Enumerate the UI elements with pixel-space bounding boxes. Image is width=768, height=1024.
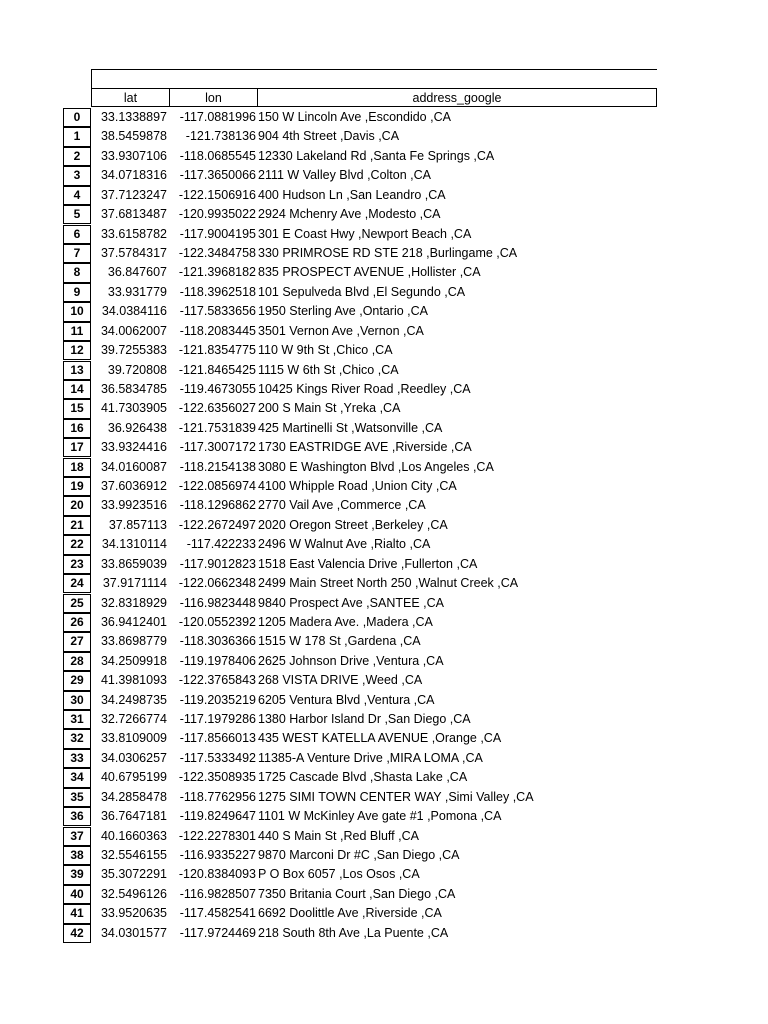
row-index: 37 bbox=[63, 827, 91, 846]
row-index: 9 bbox=[63, 283, 91, 302]
row-index: 33 bbox=[63, 749, 91, 768]
row-index: 32 bbox=[63, 729, 91, 748]
cell-lon: -116.9823448 bbox=[179, 595, 256, 610]
cell-lat: 37.7123247 bbox=[100, 187, 167, 202]
row-index: 26 bbox=[63, 613, 91, 632]
header-address-google: address_google bbox=[257, 88, 657, 107]
cell-lat: 38.5459878 bbox=[100, 129, 167, 144]
row-index: 7 bbox=[63, 244, 91, 263]
row-index: 41 bbox=[63, 904, 91, 923]
cell-lat: 36.7647181 bbox=[100, 809, 167, 824]
cell-lat: 35.3072291 bbox=[100, 867, 167, 882]
row-index: 29 bbox=[63, 671, 91, 690]
cell-lat: 34.2509918 bbox=[100, 653, 167, 668]
cell-lon: -119.8249647 bbox=[179, 809, 256, 824]
row-index: 5 bbox=[63, 205, 91, 224]
cell-address: 1515 W 178 St ,Gardena ,CA bbox=[258, 634, 421, 649]
cell-lat: 41.3981093 bbox=[100, 673, 167, 688]
cell-lon: -118.2083445 bbox=[179, 323, 256, 338]
cell-lon: -117.4582541 bbox=[179, 906, 256, 921]
cell-address: 301 E Coast Hwy ,Newport Beach ,CA bbox=[258, 226, 472, 241]
cell-address: 1518 East Valencia Drive ,Fullerton ,CA bbox=[258, 556, 478, 571]
cell-address: 2020 Oregon Street ,Berkeley ,CA bbox=[258, 517, 448, 532]
cell-lat: 36.5834785 bbox=[100, 381, 167, 396]
cell-address: 1380 Harbor Island Dr ,San Diego ,CA bbox=[258, 712, 471, 726]
cell-address: 1101 W McKinley Ave gate #1 ,Pomona ,CA bbox=[258, 809, 502, 824]
cell-address: 2770 Vail Ave ,Commerce ,CA bbox=[258, 498, 426, 513]
cell-lon: -120.9935022 bbox=[178, 207, 256, 222]
cell-lat: 33.9520635 bbox=[100, 906, 167, 921]
cell-address: 330 PRIMROSE RD STE 218 ,Burlingame ,CA bbox=[258, 245, 518, 260]
cell-lon: -121.3968182 bbox=[178, 265, 256, 280]
table-top-border bbox=[91, 69, 657, 70]
cell-lon: -122.2278301 bbox=[178, 828, 256, 843]
cell-lon: -122.0662348 bbox=[178, 576, 256, 591]
cell-lat: 37.9171114 bbox=[102, 576, 167, 591]
cell-lon: -117.0881996 bbox=[179, 110, 256, 124]
cell-lon: -117.9724469 bbox=[179, 925, 256, 940]
cell-lon: -118.3036366 bbox=[179, 634, 256, 649]
row-index: 35 bbox=[63, 788, 91, 807]
cell-address: 835 PROSPECT AVENUE ,Hollister ,CA bbox=[258, 265, 481, 280]
cell-address: 268 VISTA DRIVE ,Weed ,CA bbox=[258, 673, 423, 688]
row-index: 36 bbox=[63, 807, 91, 826]
row-index: 6 bbox=[63, 225, 91, 244]
cell-lat: 41.7303905 bbox=[100, 401, 167, 416]
header-lat: lat bbox=[91, 88, 170, 107]
cell-lon: -117.3650066 bbox=[179, 168, 256, 183]
cell-lon: -122.6356027 bbox=[178, 401, 256, 416]
cell-lat: 34.1310114 bbox=[101, 537, 167, 552]
cell-lat: 32.7266774 bbox=[100, 712, 167, 726]
row-index: 4 bbox=[63, 186, 91, 205]
cell-address: 2625 Johnson Drive ,Ventura ,CA bbox=[258, 653, 444, 668]
cell-lon: -121.8354775 bbox=[178, 343, 256, 357]
cell-address: 400 Hudson Ln ,San Leandro ,CA bbox=[258, 187, 446, 202]
cell-lat: 32.8318929 bbox=[100, 595, 167, 610]
cell-lat: 34.0718316 bbox=[100, 168, 167, 183]
cell-address: 3501 Vernon Ave ,Vernon ,CA bbox=[258, 323, 424, 338]
cell-lat: 36.9412401 bbox=[100, 614, 167, 629]
cell-lat: 33.6158782 bbox=[100, 226, 167, 241]
cell-address: 1950 Sterling Ave ,Ontario ,CA bbox=[258, 304, 429, 319]
cell-address: 1205 Madera Ave. ,Madera ,CA bbox=[258, 614, 433, 629]
cell-lat: 33.9307106 bbox=[100, 148, 167, 163]
row-index: 11 bbox=[63, 322, 91, 341]
cell-lat: 37.857113 bbox=[108, 517, 167, 532]
cell-address: 3080 E Washington Blvd ,Los Angeles ,CA bbox=[258, 459, 494, 474]
cell-address: 9870 Marconi Dr #C ,San Diego ,CA bbox=[258, 848, 460, 862]
cell-lat: 33.931779 bbox=[107, 284, 167, 299]
cell-lon: -121.8465425 bbox=[178, 362, 256, 377]
cell-address: 6205 Ventura Blvd ,Ventura ,CA bbox=[258, 692, 435, 707]
header-lon: lon bbox=[169, 88, 258, 107]
cell-address: 1730 EASTRIDGE AVE ,Riverside ,CA bbox=[258, 440, 472, 455]
cell-lat: 33.8659039 bbox=[100, 556, 167, 571]
row-index: 19 bbox=[63, 477, 91, 496]
cell-address: 218 South 8th Ave ,La Puente ,CA bbox=[258, 925, 449, 940]
row-index: 13 bbox=[63, 361, 91, 380]
cell-lat: 37.5784317 bbox=[100, 245, 167, 260]
cell-lat: 34.2858478 bbox=[100, 789, 167, 804]
cell-lon: -117.8566013 bbox=[179, 731, 256, 746]
row-index: 12 bbox=[63, 341, 91, 360]
row-index: 38 bbox=[63, 846, 91, 865]
cell-address: 7350 Britania Court ,San Diego ,CA bbox=[258, 886, 456, 901]
row-index: 15 bbox=[63, 399, 91, 418]
cell-lat: 39.720808 bbox=[107, 362, 167, 377]
cell-lon: -119.4673055 bbox=[179, 381, 256, 396]
cell-lon: -119.2035219 bbox=[179, 692, 256, 707]
row-index: 16 bbox=[63, 419, 91, 438]
row-index: 10 bbox=[63, 302, 91, 321]
cell-lon: -121.7531839 bbox=[178, 420, 256, 435]
cell-lat: 33.9324416 bbox=[100, 440, 167, 455]
cell-address: 150 W Lincoln Ave ,Escondido ,CA bbox=[258, 110, 451, 124]
cell-lon: -118.7762956 bbox=[179, 789, 256, 804]
cell-address: 10425 Kings River Road ,Reedley ,CA bbox=[258, 381, 471, 396]
cell-lon: -120.8384093 bbox=[178, 867, 256, 882]
cell-lat: 36.847607 bbox=[107, 265, 167, 280]
cell-lat: 33.1338897 bbox=[100, 110, 167, 124]
cell-lon: -116.9828507 bbox=[179, 886, 256, 901]
cell-lat: 37.6036912 bbox=[100, 479, 167, 493]
row-index: 40 bbox=[63, 885, 91, 904]
cell-lat: 32.5546155 bbox=[100, 848, 167, 862]
cell-lon: -117.422233 bbox=[186, 537, 256, 552]
cell-address: 6692 Doolittle Ave ,Riverside ,CA bbox=[258, 906, 442, 921]
cell-lon: -122.3484758 bbox=[178, 245, 256, 260]
row-index: 39 bbox=[63, 865, 91, 884]
cell-lon: -117.1979286 bbox=[179, 712, 256, 726]
row-index: 0 bbox=[63, 108, 91, 127]
cell-lat: 39.7255383 bbox=[100, 343, 167, 357]
cell-lat: 37.6813487 bbox=[100, 207, 167, 222]
cell-lat: 40.1660363 bbox=[100, 828, 167, 843]
cell-address: 9840 Prospect Ave ,SANTEE ,CA bbox=[258, 595, 444, 610]
cell-lon: -117.9004195 bbox=[179, 226, 256, 241]
row-index: 34 bbox=[63, 768, 91, 787]
cell-address: 435 WEST KATELLA AVENUE ,Orange ,CA bbox=[258, 731, 502, 746]
cell-lon: -117.3007172 bbox=[179, 440, 256, 455]
cell-lon: -122.1506916 bbox=[178, 187, 256, 202]
cell-lat: 33.8109009 bbox=[100, 731, 167, 746]
cell-lon: -122.3508935 bbox=[178, 770, 256, 785]
row-index: 20 bbox=[63, 496, 91, 515]
row-index: 42 bbox=[63, 924, 91, 943]
cell-address: 904 4th Street ,Davis ,CA bbox=[258, 129, 400, 144]
row-index: 8 bbox=[63, 263, 91, 282]
cell-lon: -118.2154138 bbox=[179, 459, 256, 474]
row-index: 27 bbox=[63, 632, 91, 651]
cell-address: 11385-A Venture Drive ,MIRA LOMA ,CA bbox=[258, 750, 483, 765]
cell-lon: -117.5333492 bbox=[179, 750, 256, 765]
cell-lon: -117.9012823 bbox=[179, 556, 256, 571]
row-index: 2 bbox=[63, 147, 91, 166]
cell-address: 110 W 9th St ,Chico ,CA bbox=[258, 343, 393, 357]
cell-lat: 36.926438 bbox=[107, 420, 167, 435]
cell-address: 440 S Main St ,Red Bluff ,CA bbox=[258, 828, 419, 843]
cell-lat: 34.2498735 bbox=[100, 692, 167, 707]
cell-lat: 32.5496126 bbox=[100, 886, 167, 901]
cell-address: 2111 W Valley Blvd ,Colton ,CA bbox=[258, 168, 431, 183]
cell-lon: -116.9335227 bbox=[179, 848, 256, 862]
cell-address: 2499 Main Street North 250 ,Walnut Creek ,CA bbox=[258, 576, 519, 591]
cell-address: 1115 W 6th St ,Chico ,CA bbox=[258, 362, 399, 377]
table-left-border bbox=[91, 69, 92, 89]
row-index: 25 bbox=[63, 594, 91, 613]
row-index: 1 bbox=[63, 127, 91, 146]
row-index: 22 bbox=[63, 535, 91, 554]
cell-lon: -119.1978406 bbox=[179, 653, 256, 668]
cell-lon: -118.0685545 bbox=[179, 148, 256, 163]
row-index: 24 bbox=[63, 574, 91, 593]
cell-address: 2496 W Walnut Ave ,Rialto ,CA bbox=[258, 537, 431, 552]
cell-lat: 34.0306257 bbox=[100, 750, 167, 765]
cell-address: 1725 Cascade Blvd ,Shasta Lake ,CA bbox=[258, 770, 468, 785]
cell-address: 4100 Whipple Road ,Union City ,CA bbox=[258, 479, 457, 493]
cell-lat: 40.6795199 bbox=[100, 770, 167, 785]
cell-lat: 33.8698779 bbox=[100, 634, 167, 649]
row-index: 23 bbox=[63, 555, 91, 574]
row-index: 14 bbox=[63, 380, 91, 399]
cell-lon: -121.738136 bbox=[185, 129, 256, 144]
cell-lon: -122.0856974 bbox=[178, 479, 256, 493]
row-index: 3 bbox=[63, 166, 91, 185]
cell-lat: 34.0301577 bbox=[100, 925, 167, 940]
cell-lon: -118.1296862 bbox=[179, 498, 256, 513]
row-index: 28 bbox=[63, 652, 91, 671]
cell-address: 101 Sepulveda Blvd ,El Segundo ,CA bbox=[258, 284, 466, 299]
cell-lat: 34.0160087 bbox=[100, 459, 167, 474]
cell-address: 12330 Lakeland Rd ,Santa Fe Springs ,CA bbox=[258, 148, 495, 163]
row-index: 31 bbox=[63, 710, 91, 729]
cell-lat: 33.9923516 bbox=[100, 498, 167, 513]
cell-lon: -122.3765843 bbox=[178, 673, 256, 688]
cell-lat: 34.0062007 bbox=[100, 323, 167, 338]
cell-lon: -120.0552392 bbox=[178, 614, 256, 629]
cell-address: 1275 SIMI TOWN CENTER WAY ,Simi Valley ,CA bbox=[258, 789, 534, 804]
cell-lon: -117.5833656 bbox=[179, 304, 256, 319]
cell-lon: -122.2672497 bbox=[178, 517, 256, 532]
row-index: 18 bbox=[63, 458, 91, 477]
cell-address: 200 S Main St ,Yreka ,CA bbox=[258, 401, 401, 416]
cell-address: 2924 Mchenry Ave ,Modesto ,CA bbox=[258, 207, 441, 222]
row-index: 17 bbox=[63, 438, 91, 457]
row-index: 30 bbox=[63, 691, 91, 710]
cell-address: P O Box 6057 ,Los Osos ,CA bbox=[258, 867, 420, 882]
cell-address: 425 Martinelli St ,Watsonville ,CA bbox=[258, 420, 443, 435]
cell-lat: 34.0384116 bbox=[101, 304, 167, 319]
cell-lon: -118.3962518 bbox=[179, 284, 256, 299]
row-index: 21 bbox=[63, 516, 91, 535]
